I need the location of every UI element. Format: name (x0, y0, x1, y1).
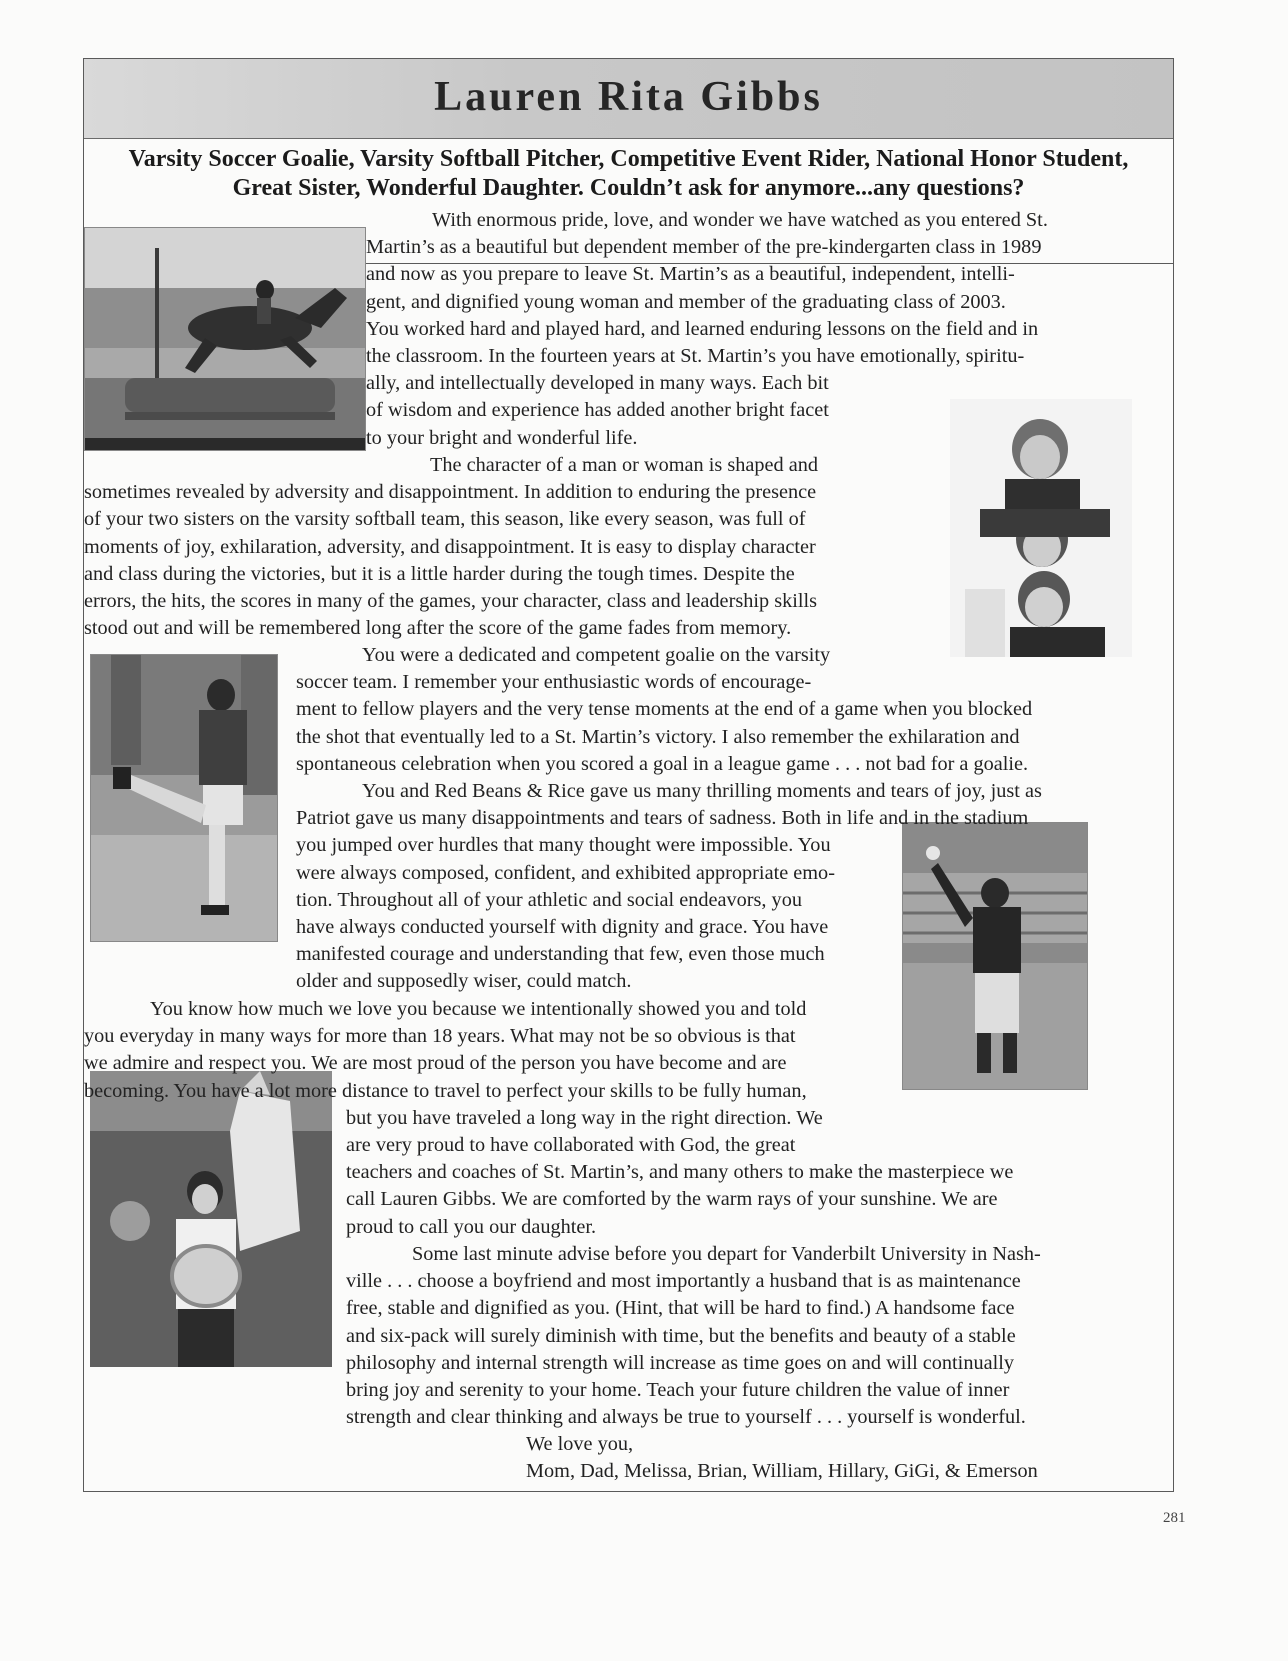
text-line: you jumped over hurdles that many thought were impossible. You (296, 834, 831, 857)
text-line: and class during the victories, but it is a little harder during the tough times. Despite the (84, 562, 795, 585)
text-line: Some last minute advise before you depart for Vanderbilt University in Nash- (412, 1243, 1041, 1265)
text-line: You worked hard and played hard, and learned enduring lessons on the field and in (366, 317, 1039, 340)
closing-line: We love you, (526, 1433, 634, 1455)
text-line: errors, the hits, the scores in many of the games, your character, class and leadership skills (84, 590, 818, 613)
text-line: the shot that eventually led to a St. Martin’s victory. I also remember the exhilaration and (296, 725, 1020, 748)
text-line: and now as you prepare to leave St. Martin’s as a beautiful, independent, intelli- (366, 263, 1015, 286)
text-line: You and Red Beans & Rice gave us many thrilling moments and tears of joy, just as (362, 780, 1042, 802)
text-line: soccer team. I remember your enthusiastic words of encourage- (296, 671, 812, 694)
text-line: ment to fellow players and the very tense moments at the end of a game when you blocked (296, 698, 1033, 721)
text-line: manifested courage and understanding that few, even those much (296, 943, 825, 966)
text-line: becoming. You have a lot more distance to travel to perfect your skills to be fully human, (84, 1079, 807, 1102)
subtitle-line: Varsity Soccer Goalie, Varsity Softball Pitcher, Competitive Event Rider, National Honor Student, (128, 146, 1129, 172)
text-line: of your two sisters on the varsity softball team, this season, like every season, was full of (84, 508, 806, 531)
text-line: stood out and will be remembered long after the score of the game fades from memory. (84, 617, 792, 640)
text-line: teachers and coaches of St. Martin’s, and many others to make the masterpiece we (346, 1161, 1014, 1184)
paragraph-3 (296, 642, 1032, 778)
page-number: 281 (1163, 1510, 1186, 1526)
text-line: spontaneous celebration when you scored a goal in a league game . . . not bad for a goalie. (296, 752, 1029, 775)
text-line: With enormous pride, love, and wonder we have watched as you entered St. (432, 209, 1048, 231)
paragraph-6 (346, 1241, 1041, 1431)
paragraph-2 (84, 452, 818, 642)
text-line: have always conducted yourself with dignity and grace. You have (296, 916, 829, 939)
text-line: Patriot gave us many disappointments and tears of sadness. Both in life and in the stadium (296, 807, 1029, 830)
page-title: Lauren Rita Gibbs (434, 74, 823, 120)
text-line: proud to call you our daughter. (346, 1215, 597, 1238)
text-line: strength and clear thinking and always be true to yourself . . . yourself is wonderful. (346, 1406, 1026, 1429)
text-line: are very proud to have collaborated with God, the great (346, 1134, 796, 1157)
title-band (84, 59, 1173, 139)
text-line: to your bright and wonderful life. (366, 426, 638, 449)
closing (526, 1431, 1038, 1485)
text-line: Martin’s as a beautiful but dependent member of the pre-kindergarten class in 1989 (366, 236, 1042, 259)
paragraph-5 (84, 996, 1013, 1241)
paragraph-4 (296, 778, 1042, 996)
text-line: moments of joy, exhilaration, adversity, and disappointment. It is easy to display character (84, 535, 816, 558)
signature-line: Mom, Dad, Melissa, Brian, William, Hillary, GiGi, & Emerson (526, 1460, 1038, 1483)
text-line: free, stable and dignified as you. (Hint, that will be hard to find.) A handsome face (346, 1297, 1015, 1320)
tribute-frame (83, 58, 1174, 1492)
horse-jump-photo (84, 227, 366, 451)
text-line: sometimes revealed by adversity and disappointment. In addition to enduring the presence (84, 481, 817, 504)
text-line: you everyday in many ways for more than 18 years. What may not be so obvious is that (84, 1025, 796, 1048)
text-line: we admire and respect you. We are most proud of the person you have become and are (84, 1052, 787, 1075)
text-line: bring joy and serenity to your home. Teach your future children the value of inner (346, 1379, 1010, 1402)
text-line: and six-pack will surely diminish with time, but the benefits and beauty of a stable (346, 1324, 1016, 1347)
text-line: older and supposedly wiser, could match. (296, 970, 632, 993)
text-line: You were a dedicated and competent goalie on the varsity (362, 644, 831, 666)
text-line: but you have traveled a long way in the right direction. We (346, 1106, 823, 1129)
text-line: The character of a man or woman is shaped and (430, 454, 818, 476)
text-line: You know how much we love you because we intentionally showed you and told (150, 998, 807, 1020)
text-line: were always composed, confident, and exhibited appropriate emo- (296, 861, 835, 884)
text-line: ville . . . choose a boyfriend and most importantly a husband that is as maintenance (346, 1270, 1021, 1293)
soccer-kick-photo (90, 654, 278, 942)
text-line: philosophy and internal strength will increase as time goes on and will continually (346, 1351, 1015, 1374)
text-line: call Lauren Gibbs. We are comforted by the warm rays of your sunshine. We are (346, 1188, 998, 1211)
paragraph-1 (366, 207, 1048, 452)
text-line: gent, and dignified young woman and member of the graduating class of 2003. (366, 290, 1006, 313)
text-line: tion. Throughout all of your athletic and social endeavors, you (296, 888, 802, 911)
text-line: the classroom. In the fourteen years at St. Martin’s you have emotionally, spiritu- (366, 345, 1025, 368)
text-line: of wisdom and experience has added another bright facet (366, 399, 829, 422)
subtitle-line: Great Sister, Wonderful Daughter. Couldn’t ask for anymore...any questions? (232, 175, 1025, 201)
text-line: ally, and intellectually developed in many ways. Each bit (366, 372, 829, 395)
